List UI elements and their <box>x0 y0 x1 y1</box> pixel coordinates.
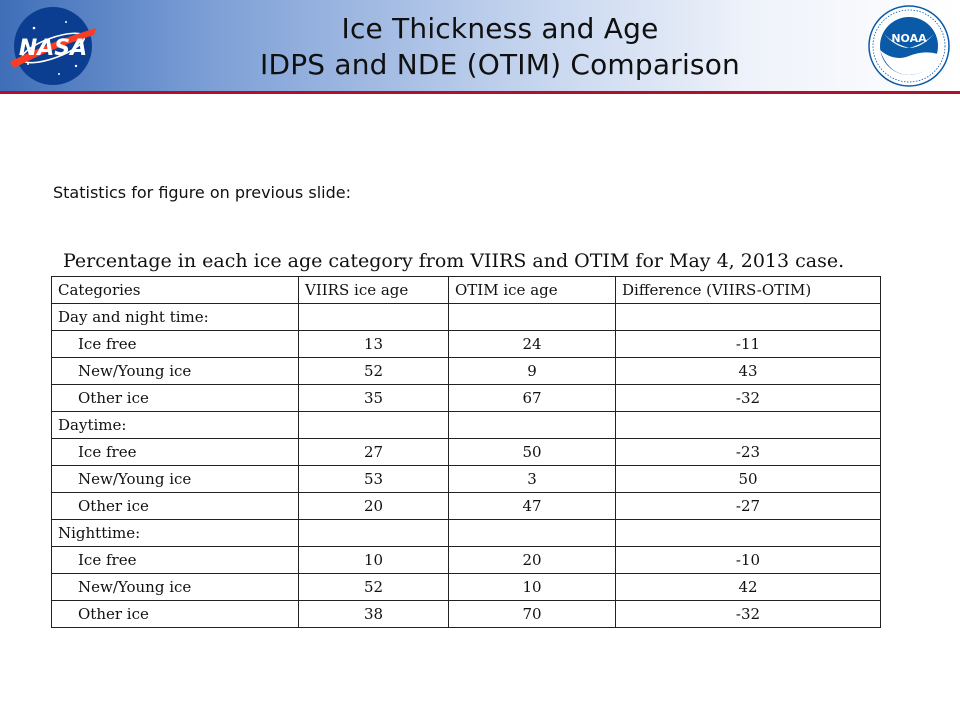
table-group-row <box>52 412 881 439</box>
table-caption: Percentage in each ice age category from VIIRS and OTIM for May 4, 2013 case. <box>63 250 845 272</box>
noaa-logo-icon <box>864 4 954 88</box>
cell-viirs <box>299 520 449 547</box>
table-row <box>52 601 881 628</box>
slide-title-line2: IDPS and NDE (OTIM) Comparison <box>259 48 740 81</box>
cell-difference: -11 <box>616 331 881 358</box>
cell-difference: -27 <box>616 493 881 520</box>
svg-text:NOAA: NOAA <box>891 32 927 45</box>
cell-otim <box>449 520 616 547</box>
cell-difference: -32 <box>616 385 881 412</box>
cell-category: Other ice <box>52 493 299 520</box>
cell-viirs: 13 <box>299 331 449 358</box>
cell-difference: 43 <box>616 358 881 385</box>
table-row <box>52 358 881 385</box>
table-row <box>52 439 881 466</box>
cell-viirs: 20 <box>299 493 449 520</box>
cell-otim: 67 <box>449 385 616 412</box>
cell-category: Nighttime: <box>52 520 299 547</box>
cell-category: Daytime: <box>52 412 299 439</box>
cell-category: Other ice <box>52 601 299 628</box>
cell-difference <box>616 304 881 331</box>
cell-otim: 9 <box>449 358 616 385</box>
cell-category: Ice free <box>52 547 299 574</box>
header-otim: OTIM ice age <box>449 277 616 304</box>
slide-title-line1: Ice Thickness and Age <box>341 12 659 45</box>
cell-viirs: 53 <box>299 466 449 493</box>
svg-text:NASA: NASA <box>18 36 88 61</box>
cell-otim <box>449 412 616 439</box>
cell-otim: 20 <box>449 547 616 574</box>
slide-subtitle: Statistics for figure on previous slide: <box>53 183 351 202</box>
cell-viirs: 35 <box>299 385 449 412</box>
cell-otim: 50 <box>449 439 616 466</box>
table-group-row <box>52 304 881 331</box>
table-row <box>52 331 881 358</box>
table-group-row <box>52 520 881 547</box>
cell-category: New/Young ice <box>52 358 299 385</box>
cell-category: New/Young ice <box>52 466 299 493</box>
cell-category: Other ice <box>52 385 299 412</box>
cell-difference: -23 <box>616 439 881 466</box>
cell-difference <box>616 412 881 439</box>
cell-otim: 70 <box>449 601 616 628</box>
header-categories: Categories <box>52 277 299 304</box>
header-difference: Difference (VIIRS-OTIM) <box>616 277 881 304</box>
cell-category: Ice free <box>52 439 299 466</box>
cell-viirs: 27 <box>299 439 449 466</box>
nasa-logo-icon <box>4 4 102 88</box>
table-row <box>52 466 881 493</box>
cell-difference: 42 <box>616 574 881 601</box>
cell-otim <box>449 304 616 331</box>
table-row <box>52 385 881 412</box>
cell-category: New/Young ice <box>52 574 299 601</box>
ice-age-statistics-table <box>51 276 881 628</box>
cell-viirs <box>299 304 449 331</box>
cell-otim: 24 <box>449 331 616 358</box>
table-row <box>52 574 881 601</box>
cell-otim: 47 <box>449 493 616 520</box>
cell-category: Day and night time: <box>52 304 299 331</box>
cell-difference <box>616 520 881 547</box>
cell-viirs: 38 <box>299 601 449 628</box>
cell-category: Ice free <box>52 331 299 358</box>
table-row <box>52 493 881 520</box>
table-header-row <box>52 277 881 304</box>
cell-difference: -32 <box>616 601 881 628</box>
cell-difference: -10 <box>616 547 881 574</box>
cell-viirs: 52 <box>299 574 449 601</box>
cell-viirs <box>299 412 449 439</box>
header-viirs: VIIRS ice age <box>299 277 449 304</box>
cell-difference: 50 <box>616 466 881 493</box>
header-divider <box>0 91 960 94</box>
cell-viirs: 10 <box>299 547 449 574</box>
cell-otim: 3 <box>449 466 616 493</box>
cell-otim: 10 <box>449 574 616 601</box>
table-row <box>52 547 881 574</box>
cell-viirs: 52 <box>299 358 449 385</box>
